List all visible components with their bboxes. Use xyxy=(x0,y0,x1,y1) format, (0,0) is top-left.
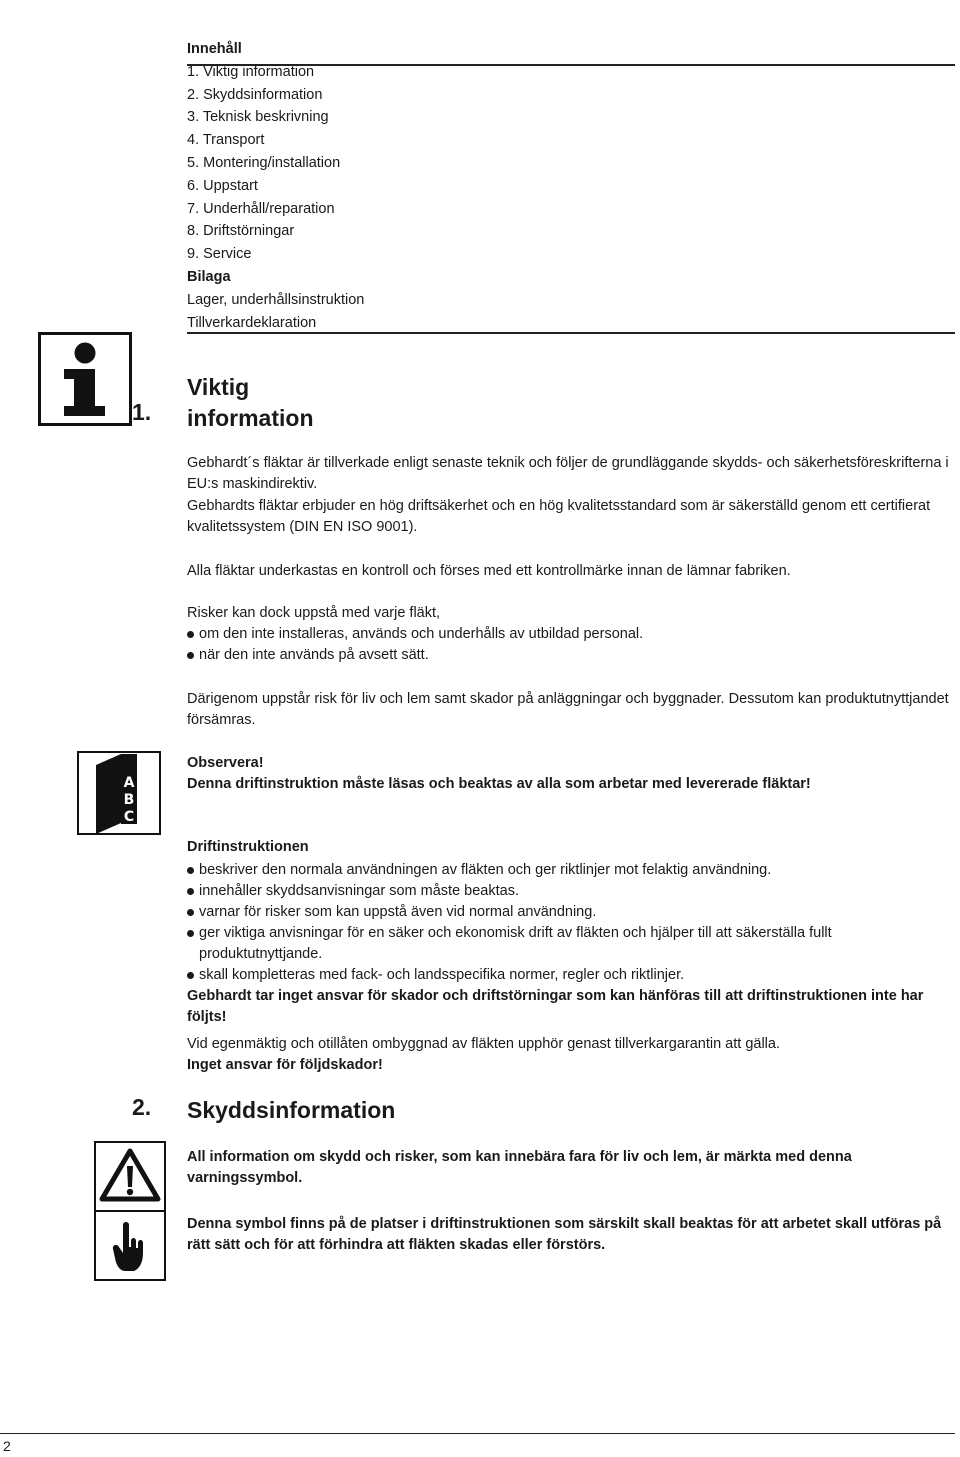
section-1-paragraph-1: Gebhardt´s fläktar är tillverkade enligt senaste teknik och följer de grundläggande skydds- och säkerhetsföreskrifterna i EU:s maskindirektiv. xyxy=(187,455,949,492)
instructions-item-3: varnar för risker som kan uppstå även vid normal användning. xyxy=(187,902,955,923)
risk-item-1: om den inte installeras, används och underhålls av utbildad personal. xyxy=(187,624,955,645)
book-letter-a: A xyxy=(123,775,135,791)
section-2-paragraph-1: All information om skydd och risker, som kan innebära fara för liv och lem, är märkta med denna varningssymbol. xyxy=(187,1149,852,1186)
book-letter-c: C xyxy=(123,809,135,825)
toc-appendix-item-1: Lager, underhållsinstruktion xyxy=(187,291,365,308)
toc-item-4: 4. Transport xyxy=(187,132,265,149)
page-number: 2 xyxy=(3,1438,11,1454)
toc-top-rule xyxy=(187,64,955,66)
toc-item-2: 2. Skyddsinformation xyxy=(187,86,323,103)
section-1-number: 1. xyxy=(132,399,152,425)
section-1-title-line2: information xyxy=(187,405,314,431)
toc-item-7: 7. Underhåll/reparation xyxy=(187,200,335,217)
warranty-text: Vid egenmäktig och otillåten ombyggnad av fläkten upphör genast tillverkargarantin att gälla. xyxy=(187,1036,780,1052)
toc-item-9: 9. Service xyxy=(187,246,252,263)
risk-list xyxy=(187,624,955,666)
section-1-paragraph-3: Alla fläktar underkastas en kontroll och förses med ett kontrollmärke innan de lämnar fabriken. xyxy=(187,563,791,579)
section-1-title-line1: Viktig xyxy=(187,374,250,400)
instructions-item-4: ger viktiga anvisningar för en säker och ekonomisk drift av fläkten och hjälper till att säkerställa fullt produktutnyttjande. xyxy=(187,923,955,965)
note-heading: Observera! xyxy=(187,755,264,771)
manual-book-icon xyxy=(77,751,161,835)
toc-appendix-heading: Bilaga xyxy=(187,268,231,285)
info-icon xyxy=(38,332,132,426)
section-2-paragraph-2: Denna symbol finns på de platser i driftinstruktionen som särskilt skall beaktas för att arbetet skall utföras på rätt sätt och för att förhindra att fläkten skadas eller förstörs. xyxy=(187,1216,942,1253)
risk-block xyxy=(187,603,955,666)
toc-item-8: 8. Driftstörningar xyxy=(187,223,295,240)
instructions-block xyxy=(187,837,955,1028)
warranty-bold: Inget ansvar för följdskador! xyxy=(187,1057,383,1073)
disclaimer: Gebhardt tar inget ansvar för skador och driftstörningar som kan hänföras till att driftinstruktionen inte har följts! xyxy=(187,988,924,1025)
section-1-paragraph-4: Därigenom uppstår risk för liv och lem samt skador på anläggningar och byggnader. Dessutom kan produktutnyttjandet försämras. xyxy=(187,691,949,728)
toc-item-5: 5. Montering/installation xyxy=(187,154,341,171)
section-1-title xyxy=(187,372,314,434)
toc-item-1: 1. Viktig information xyxy=(187,63,315,80)
risk-intro: Risker kan dock uppstå med varje fläkt, xyxy=(187,605,441,621)
risk-item-2: när den inte används på avsett sätt. xyxy=(187,645,955,666)
instructions-list xyxy=(187,860,955,986)
toc-item-6: 6. Uppstart xyxy=(187,177,258,194)
instructions-item-5: skall kompletteras med fack- och landsspecifika normer, regler och riktlinjer. xyxy=(187,965,955,986)
instructions-item-1: beskriver den normala användningen av fläkten och ger riktlinjer mot felaktig användning. xyxy=(187,860,955,881)
instructions-item-2: innehåller skyddsanvisningar som måste beaktas. xyxy=(187,881,955,902)
section-1-paragraph-2: Gebhardts fläktar erbjuder en hög driftsäkerhet och en hög kvalitetsstandard som är säkerställd genom ett certifierat kvalitetssystem (DIN EN ISO 9001). xyxy=(187,498,931,535)
toc-heading: Innehåll xyxy=(187,41,242,57)
section-2-title: Skyddsinformation xyxy=(187,1097,396,1123)
toc-appendix-item-2: Tillverkardeklaration xyxy=(187,314,317,331)
note-text: Denna driftinstruktion måste läsas och beaktas av alla som arbetar med levererade fläktar! xyxy=(187,776,811,792)
section-2-number: 2. xyxy=(132,1094,152,1120)
table-of-contents xyxy=(187,38,955,334)
toc-item-3: 3. Teknisk beskrivning xyxy=(187,109,329,126)
toc-bottom-rule xyxy=(187,332,955,334)
instructions-heading: Driftinstruktionen xyxy=(187,839,309,855)
book-letter-b: B xyxy=(123,792,135,808)
safety-symbols xyxy=(94,1141,166,1281)
footer-rule xyxy=(0,1433,955,1434)
